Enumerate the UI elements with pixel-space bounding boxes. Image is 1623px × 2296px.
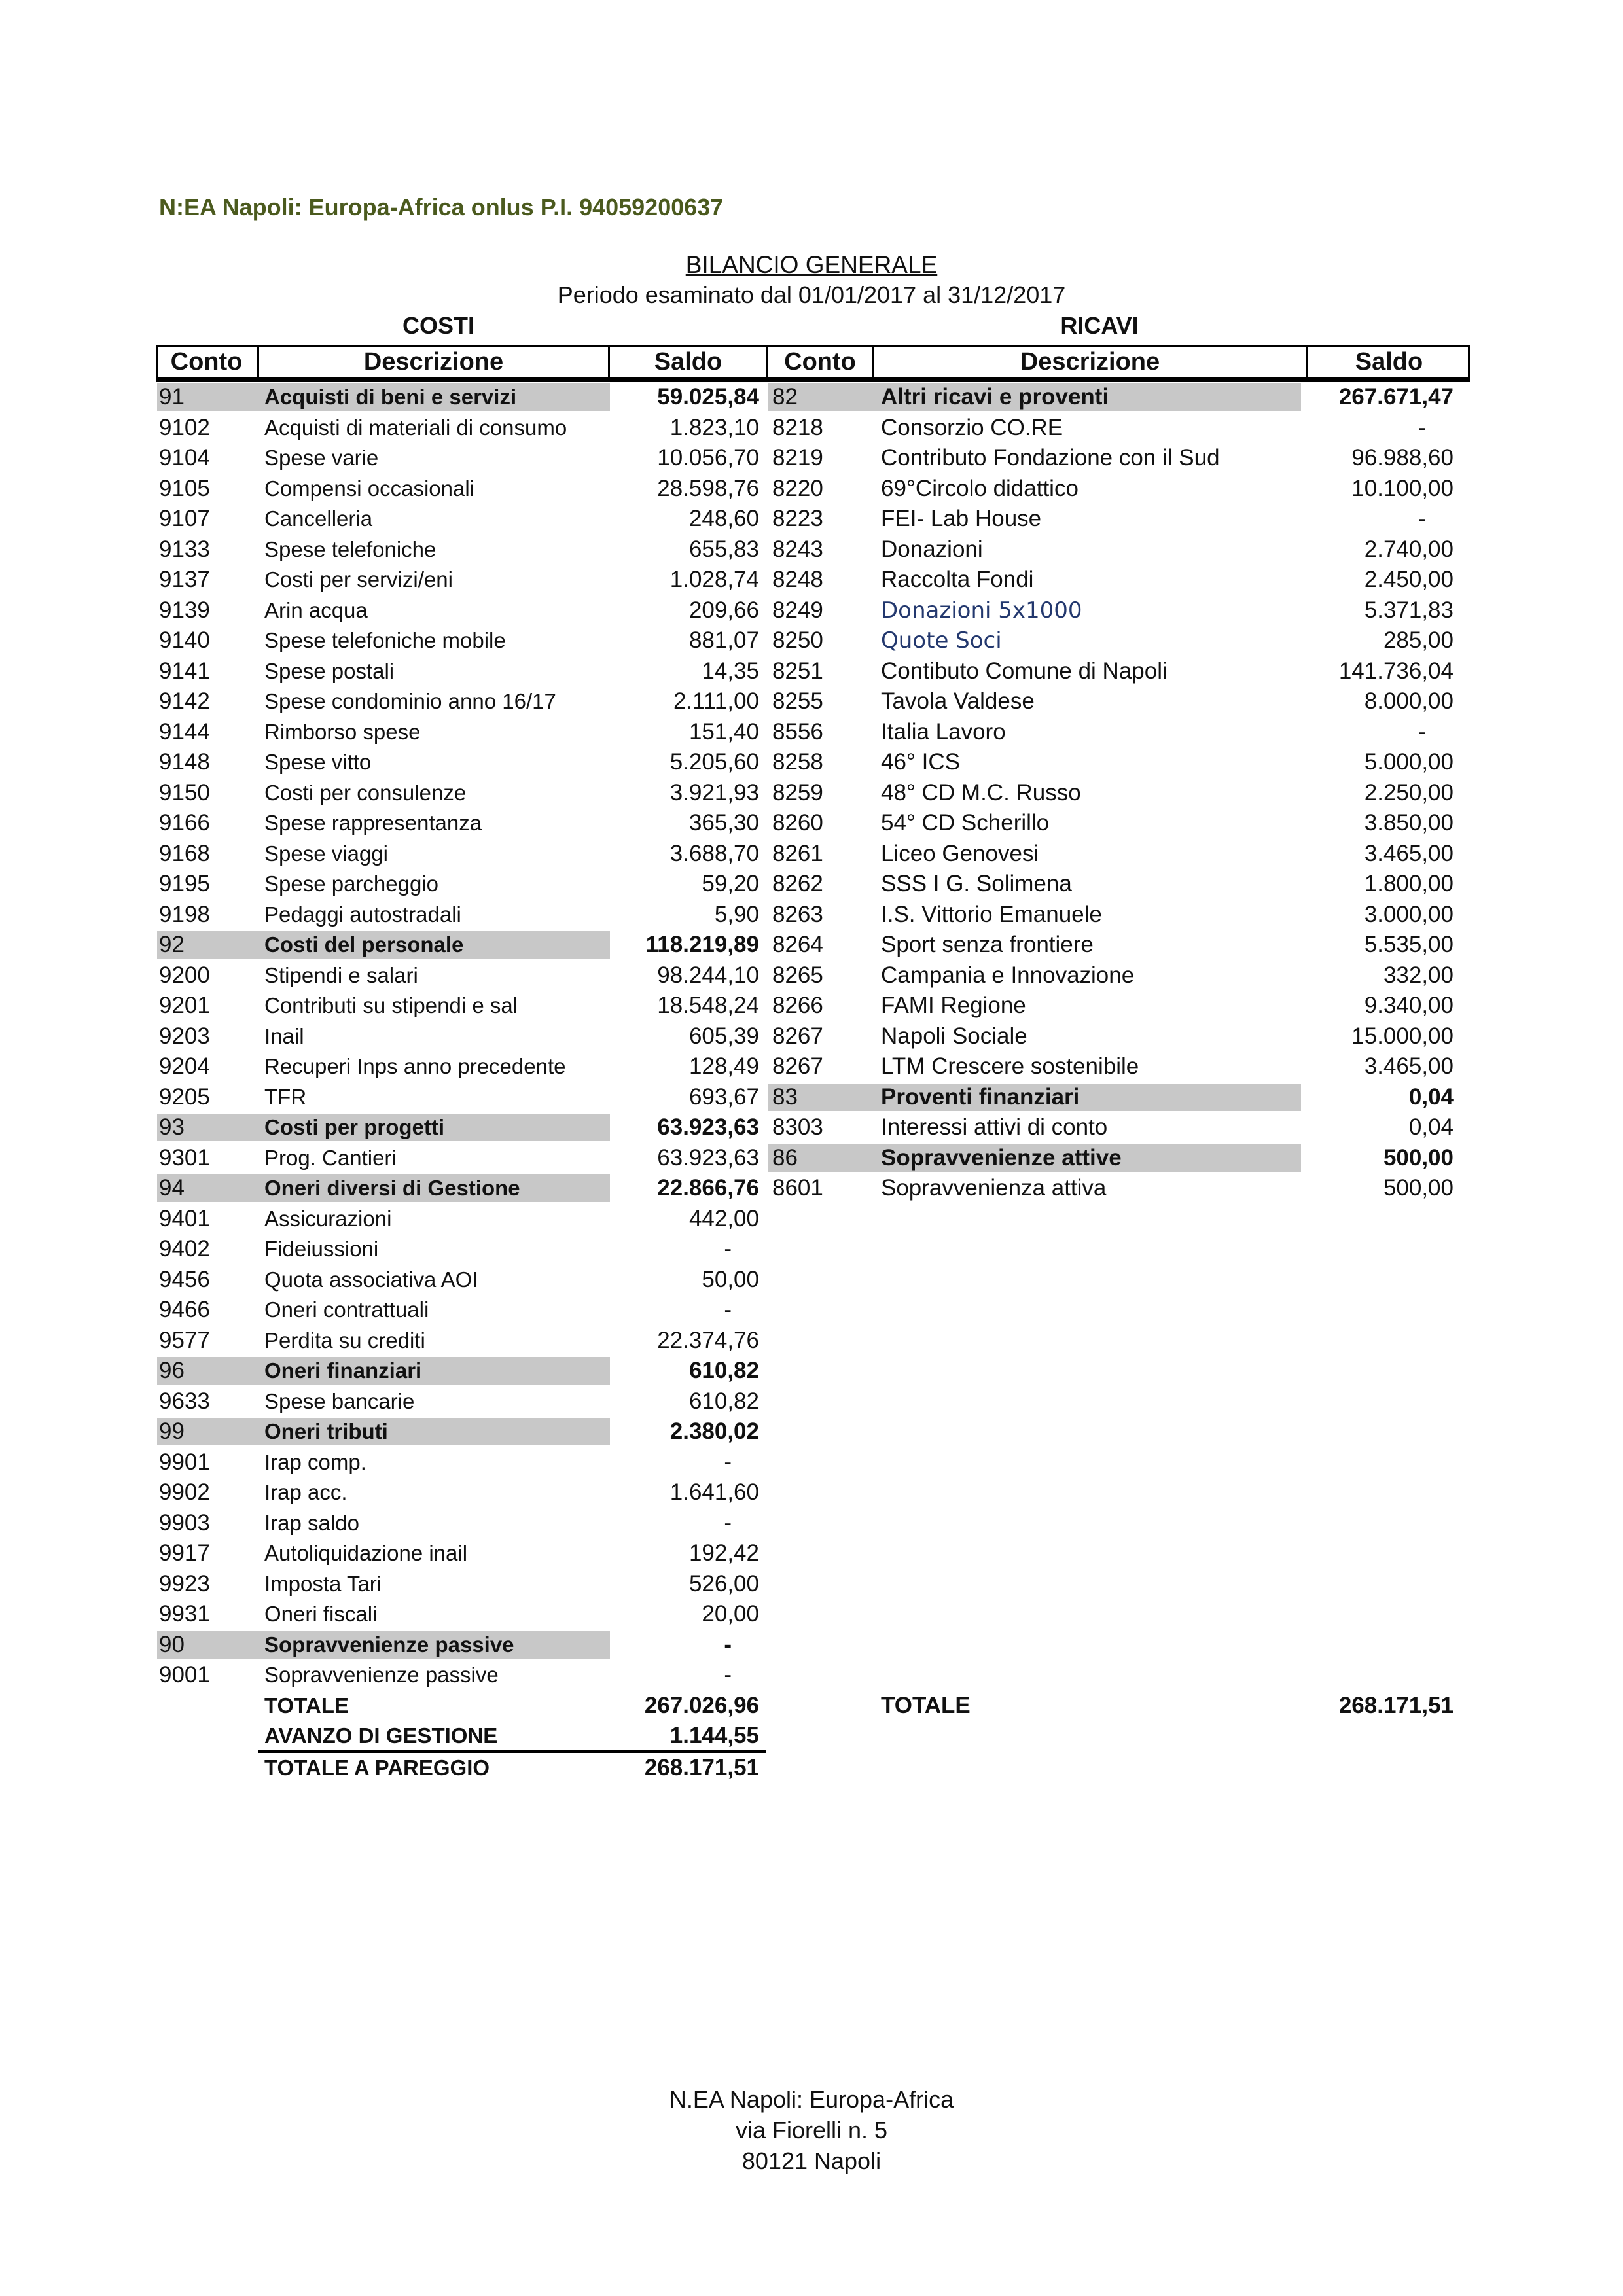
ricavi-conto: 8260 <box>772 810 823 836</box>
costi-descrizione: Stipendi e salari <box>264 963 418 987</box>
ricavi-saldo: 285,00 <box>1383 627 1454 653</box>
costi-descrizione: Costi del personale <box>264 932 464 957</box>
costi-descrizione: Costi per servizi/eni <box>264 567 453 592</box>
table-row <box>0 1143 1623 1174</box>
ricavi-conto: 8266 <box>772 993 823 1018</box>
section-costi-heading: COSTI <box>402 312 474 339</box>
costi-descrizione: Compensi occasionali <box>264 476 474 501</box>
costi-conto: 91 <box>159 384 185 410</box>
ricavi-descrizione: Italia Lavoro <box>881 718 1006 745</box>
costi-conto: 9107 <box>159 506 210 531</box>
table-row <box>0 1051 1623 1082</box>
ricavi-descrizione: 54° CD Scherillo <box>881 810 1050 836</box>
column-header-saldo-ricavi: Saldo <box>1355 348 1423 376</box>
costi-saldo: 59.025,84 <box>657 384 759 410</box>
ricavi-conto: 8264 <box>772 932 823 957</box>
costi-conto: 9903 <box>159 1510 210 1536</box>
costi-conto: 9105 <box>159 475 210 501</box>
ricavi-saldo: 332,00 <box>1383 962 1454 988</box>
costi-descrizione: Spese rappresentanza <box>264 811 482 835</box>
ricavi-descrizione: Tavola Valdese <box>881 688 1035 714</box>
ricavi-saldo: 2.450,00 <box>1364 567 1454 592</box>
ricavi-conto: 8303 <box>772 1114 823 1140</box>
table-row <box>0 535 1623 565</box>
costi-conto: 9198 <box>159 901 210 927</box>
costi-descrizione: Prog. Cantieri <box>264 1145 397 1170</box>
organization-header: N:EA Napoli: Europa-Africa onlus P.I. 94059200637 <box>159 194 724 221</box>
ricavi-conto: 8556 <box>772 718 823 745</box>
ricavi-conto: 82 <box>772 384 798 410</box>
costi-conto: 9001 <box>159 1662 210 1687</box>
ricavi-descrizione: 69°Circolo didattico <box>881 475 1079 501</box>
costi-conto: 9923 <box>159 1570 210 1597</box>
table-row <box>0 900 1623 930</box>
costi-descrizione: Cancelleria <box>264 506 373 531</box>
costi-descrizione: Perdita su crediti <box>264 1328 425 1352</box>
ricavi-saldo: 1.800,00 <box>1364 871 1454 896</box>
ricavi-descrizione: Raccolta Fondi <box>881 567 1034 592</box>
costi-descrizione: Costi per progetti <box>264 1115 445 1139</box>
document-title: BILANCIO GENERALE <box>685 251 938 278</box>
totale-row <box>0 1691 1623 1722</box>
ricavi-conto: 8261 <box>772 840 823 866</box>
table-row <box>0 1082 1623 1113</box>
costi-saldo: 63.923,63 <box>657 1144 759 1171</box>
costi-saldo: 28.598,76 <box>657 475 759 501</box>
costi-descrizione: Spese parcheggio <box>264 872 439 896</box>
ricavi-descrizione: FEI- Lab House <box>881 506 1042 531</box>
costi-conto: 9402 <box>159 1236 210 1262</box>
costi-descrizione: Oneri fiscali <box>264 1602 378 1626</box>
table-row <box>0 1386 1623 1417</box>
costi-saldo: 98.244,10 <box>657 962 759 988</box>
costi-saldo: 2.380,02 <box>669 1419 759 1444</box>
table-row <box>0 656 1623 687</box>
costi-conto: 9466 <box>159 1297 210 1322</box>
pareggio-row <box>0 1753 1623 1784</box>
table-row <box>0 808 1623 839</box>
costi-descrizione: Sopravvenienze passive <box>264 1663 499 1687</box>
costi-descrizione: Assicurazioni <box>264 1206 392 1231</box>
costi-saldo: 128,49 <box>688 1053 759 1079</box>
ricavi-saldo: 0,04 <box>1408 1114 1454 1140</box>
ricavi-conto: 8258 <box>772 749 823 775</box>
costi-descrizione: Pedaggi autostradali <box>264 902 461 927</box>
ricavi-saldo: 3.465,00 <box>1364 1053 1454 1079</box>
costi-conto: 9205 <box>159 1084 210 1110</box>
costi-conto: 9166 <box>159 810 210 836</box>
ricavi-saldo: 2.740,00 <box>1364 536 1454 562</box>
ricavi-descrizione: 46° ICS <box>881 749 960 775</box>
costi-saldo: - <box>724 1662 732 1687</box>
ricavi-conto: 8262 <box>772 871 823 896</box>
costi-conto: 9201 <box>159 993 210 1018</box>
document-period: Periodo esaminato dal 01/01/2017 al 31/12/2017 <box>557 281 1066 308</box>
ricavi-saldo: 15.000,00 <box>1351 1023 1454 1049</box>
footer-line-3: 80121 Napoli <box>741 2147 882 2174</box>
costi-saldo: 365,30 <box>688 810 759 836</box>
costi-conto: 94 <box>159 1175 185 1201</box>
costi-descrizione: Spese condominio anno 16/17 <box>264 689 556 713</box>
ricavi-descrizione: SSS I G. Solimena <box>881 871 1072 896</box>
costi-saldo: 1.028,74 <box>669 567 759 592</box>
table-row <box>0 1447 1623 1478</box>
ricavi-conto: 8220 <box>772 475 823 501</box>
ricavi-saldo: 141.736,04 <box>1338 658 1454 684</box>
costi-descrizione: Imposta Tari <box>264 1571 382 1596</box>
costi-descrizione: Acquisti di beni e servizi <box>264 385 517 409</box>
table-row <box>0 839 1623 870</box>
costi-saldo: 5,90 <box>714 901 759 927</box>
table-row <box>0 869 1623 900</box>
table-row <box>0 778 1623 809</box>
costi-saldo: 693,67 <box>688 1084 759 1110</box>
avanzo-label: AVANZO DI GESTIONE <box>264 1723 498 1748</box>
ricavi-descrizione: Campania e Innovazione <box>881 962 1135 988</box>
pareggio-label: TOTALE A PAREGGIO <box>264 1755 490 1780</box>
ricavi-descrizione: Contributo Fondazione con il Sud <box>881 445 1220 470</box>
ricavi-conto: 83 <box>772 1084 798 1110</box>
table-row <box>0 1295 1623 1326</box>
ricavi-saldo: 0,04 <box>1408 1084 1454 1110</box>
ricavi-conto: 8250 <box>772 627 823 653</box>
ricavi-descrizione: Altri ricavi e proventi <box>881 384 1109 410</box>
costi-saldo: 50,00 <box>702 1266 759 1292</box>
ricavi-conto: 8267 <box>772 1023 823 1049</box>
costi-conto: 9633 <box>159 1388 210 1414</box>
table-row <box>0 1112 1623 1143</box>
costi-saldo: 192,42 <box>688 1540 759 1566</box>
table-row <box>0 747 1623 778</box>
ricavi-descrizione: Quote Soci <box>881 627 1002 654</box>
table-row <box>0 717 1623 748</box>
table-row <box>0 930 1623 961</box>
costi-conto: 9931 <box>159 1601 210 1627</box>
totale-ricavi-value: 268.171,51 <box>1338 1692 1454 1718</box>
costi-descrizione: Acquisti di materiali di consumo <box>264 415 567 440</box>
column-header-conto-ricavi: Conto <box>768 345 874 379</box>
costi-conto: 9203 <box>159 1023 210 1049</box>
costi-conto: 9902 <box>159 1479 210 1505</box>
costi-conto: 9142 <box>159 688 210 714</box>
ricavi-conto: 8219 <box>772 445 823 470</box>
costi-conto: 90 <box>159 1631 185 1657</box>
column-header-descrizione-costi: Descrizione <box>259 345 610 379</box>
costi-saldo: - <box>724 1631 732 1657</box>
costi-saldo: 605,39 <box>688 1023 759 1049</box>
table-row <box>0 1569 1623 1600</box>
costi-saldo: - <box>724 1297 732 1322</box>
costi-descrizione: Autoliquidazione inail <box>264 1541 468 1565</box>
costi-conto: 9144 <box>159 718 210 745</box>
totale-costi-label: TOTALE <box>264 1693 349 1718</box>
costi-descrizione: Spese vitto <box>264 750 372 774</box>
costi-saldo: - <box>724 1449 732 1475</box>
costi-descrizione: Spese telefoniche mobile <box>264 628 506 652</box>
ricavi-saldo: 10.100,00 <box>1351 475 1454 501</box>
ricavi-saldo: - <box>1418 718 1426 745</box>
costi-conto: 93 <box>159 1114 185 1140</box>
costi-saldo: 22.866,76 <box>657 1175 759 1201</box>
ricavi-descrizione: Interessi attivi di conto <box>881 1114 1108 1140</box>
ricavi-conto: 8263 <box>772 901 823 927</box>
ricavi-saldo: - <box>1418 414 1426 440</box>
costi-conto: 9133 <box>159 536 210 562</box>
ricavi-descrizione: Napoli Sociale <box>881 1023 1027 1049</box>
table-row <box>0 504 1623 535</box>
table-row <box>0 1417 1623 1447</box>
costi-saldo: 881,07 <box>688 627 759 653</box>
table-row <box>0 1660 1623 1691</box>
costi-conto: 96 <box>159 1358 185 1383</box>
costi-saldo: 655,83 <box>688 536 759 562</box>
costi-descrizione: Oneri contrattuali <box>264 1298 429 1322</box>
costi-saldo: 610,82 <box>688 1358 759 1383</box>
ricavi-saldo: 9.340,00 <box>1364 993 1454 1018</box>
column-header-descrizione-ricavi: Descrizione <box>874 345 1308 379</box>
ricavi-descrizione: I.S. Vittorio Emanuele <box>881 901 1102 927</box>
ricavi-saldo: 500,00 <box>1383 1175 1454 1201</box>
costi-saldo: 3.921,93 <box>669 779 759 805</box>
costi-saldo: 3.688,70 <box>669 840 759 866</box>
ricavi-saldo: 2.250,00 <box>1364 779 1454 805</box>
ricavi-conto: 8218 <box>772 414 823 440</box>
ricavi-descrizione: 48° CD M.C. Russo <box>881 779 1081 805</box>
table-row <box>0 1508 1623 1539</box>
table-row <box>0 1599 1623 1630</box>
costi-saldo: 526,00 <box>688 1570 759 1597</box>
costi-descrizione: Spese postali <box>264 658 395 683</box>
ricavi-conto: 86 <box>772 1144 798 1171</box>
ricavi-descrizione: LTM Crescere sostenibile <box>881 1053 1139 1079</box>
section-ricavi-heading: RICAVI <box>1060 312 1139 339</box>
costi-saldo: 10.056,70 <box>657 445 759 470</box>
table-row <box>0 474 1623 504</box>
ricavi-descrizione: Consorzio CO.RE <box>881 414 1063 440</box>
costi-conto: 9301 <box>159 1144 210 1171</box>
costi-descrizione: Irap acc. <box>264 1480 348 1504</box>
ricavi-conto: 8259 <box>772 779 823 805</box>
avanzo-row <box>0 1721 1623 1752</box>
table-row <box>0 382 1623 413</box>
costi-saldo: 2.111,00 <box>673 688 759 714</box>
ricavi-saldo: 3.465,00 <box>1364 840 1454 866</box>
ricavi-saldo: - <box>1418 506 1426 531</box>
table-row <box>0 443 1623 474</box>
ricavi-saldo: 3.850,00 <box>1364 810 1454 836</box>
ricavi-saldo: 267.671,47 <box>1338 384 1454 410</box>
costi-descrizione: Inail <box>264 1023 304 1048</box>
ricavi-descrizione: Sopravvenienza attiva <box>881 1175 1107 1201</box>
costi-conto: 9140 <box>159 627 210 653</box>
costi-conto: 9204 <box>159 1053 210 1079</box>
ricavi-conto: 8223 <box>772 506 823 531</box>
ricavi-saldo: 500,00 <box>1383 1144 1454 1171</box>
costi-saldo: 59,20 <box>702 871 759 896</box>
table-row <box>0 626 1623 656</box>
table-header <box>156 345 1470 383</box>
ricavi-saldo: 5.371,83 <box>1364 597 1454 623</box>
table-row <box>0 1326 1623 1356</box>
table-row <box>0 1234 1623 1265</box>
column-header-saldo-costi: Saldo <box>610 345 768 379</box>
ricavi-saldo: 8.000,00 <box>1364 688 1454 714</box>
footer-line-1: N.EA Napoli: Europa-Africa <box>669 2086 954 2113</box>
column-header-conto-costi: Conto <box>156 345 259 379</box>
costi-descrizione: Oneri diversi di Gestione <box>264 1176 520 1200</box>
ricavi-conto: 8249 <box>772 597 823 623</box>
costi-saldo: 442,00 <box>688 1205 759 1231</box>
costi-conto: 9150 <box>159 779 210 805</box>
costi-conto: 9168 <box>159 840 210 866</box>
ricavi-conto: 8267 <box>772 1053 823 1079</box>
costi-saldo: - <box>724 1510 732 1536</box>
table-row <box>0 565 1623 595</box>
avanzo-value: 1.144,55 <box>669 1723 759 1748</box>
costi-conto: 9577 <box>159 1327 210 1353</box>
footer-line-2: via Fiorelli n. 5 <box>735 2117 888 2144</box>
costi-descrizione: Spese bancarie <box>264 1388 415 1413</box>
costi-saldo: 610,82 <box>688 1388 759 1414</box>
costi-saldo: 1.823,10 <box>669 414 759 440</box>
ricavi-descrizione: Liceo Genovesi <box>881 840 1039 866</box>
costi-conto: 9139 <box>159 597 210 623</box>
costi-conto: 9401 <box>159 1205 210 1231</box>
costi-conto: 9141 <box>159 658 210 684</box>
costi-saldo: 5.205,60 <box>669 749 759 775</box>
costi-conto: 92 <box>159 932 185 957</box>
table-row <box>0 1021 1623 1052</box>
costi-descrizione: Spese viaggi <box>264 841 388 866</box>
costi-saldo: 1.641,60 <box>669 1479 759 1505</box>
costi-descrizione: Irap saldo <box>264 1510 359 1535</box>
costi-conto: 9102 <box>159 414 210 440</box>
costi-descrizione: Recuperi Inps anno precedente <box>264 1054 566 1078</box>
costi-descrizione: Irap comp. <box>264 1449 366 1474</box>
ricavi-descrizione: Proventi finanziari <box>881 1084 1080 1110</box>
ricavi-descrizione: Sport senza frontiere <box>881 932 1094 957</box>
table-row <box>0 1356 1623 1386</box>
table-row <box>0 1477 1623 1508</box>
ricavi-descrizione: FAMI Regione <box>881 993 1026 1018</box>
costi-saldo: 118.219,89 <box>645 932 759 957</box>
ricavi-descrizione: Donazioni 5x1000 <box>881 597 1082 624</box>
totale-costi-value: 267.026,96 <box>644 1692 759 1718</box>
costi-conto: 9200 <box>159 962 210 988</box>
ricavi-descrizione: Contibuto Comune di Napoli <box>881 658 1168 684</box>
table-row <box>0 961 1623 991</box>
costi-descrizione: TFR <box>264 1084 307 1109</box>
costi-conto: 9104 <box>159 445 210 470</box>
ricavi-conto: 8248 <box>772 567 823 592</box>
costi-saldo: 209,66 <box>688 597 759 623</box>
table-row <box>0 1630 1623 1661</box>
totale-ricavi-label: TOTALE <box>881 1692 971 1718</box>
costi-descrizione: Sopravvenienze passive <box>264 1632 514 1657</box>
ricavi-descrizione: Sopravvenienze attive <box>881 1144 1122 1171</box>
costi-saldo: 22.374,76 <box>657 1327 759 1353</box>
table-row <box>0 595 1623 626</box>
ricavi-conto: 8255 <box>772 688 823 714</box>
costi-conto: 99 <box>159 1419 185 1444</box>
ricavi-saldo: 3.000,00 <box>1364 901 1454 927</box>
ricavi-conto: 8601 <box>772 1175 823 1201</box>
costi-conto: 9137 <box>159 567 210 592</box>
costi-conto: 9917 <box>159 1540 210 1566</box>
table-row <box>0 1173 1623 1204</box>
costi-descrizione: Oneri tributi <box>264 1419 388 1443</box>
ricavi-conto: 8243 <box>772 536 823 562</box>
costi-saldo: 18.548,24 <box>657 993 759 1018</box>
ricavi-saldo: 96.988,60 <box>1351 445 1454 470</box>
costi-saldo: 14,35 <box>702 658 759 684</box>
ricavi-conto: 8265 <box>772 962 823 988</box>
table-row <box>0 686 1623 717</box>
ricavi-saldo: 5.000,00 <box>1364 749 1454 775</box>
costi-descrizione: Spese telefoniche <box>264 537 437 561</box>
costi-conto: 9148 <box>159 749 210 775</box>
table-row <box>0 1538 1623 1569</box>
ricavi-saldo: 5.535,00 <box>1364 932 1454 957</box>
costi-descrizione: Fideiussioni <box>264 1237 379 1261</box>
pareggio-value: 268.171,51 <box>644 1754 759 1780</box>
costi-saldo: 63.923,63 <box>657 1114 759 1140</box>
table-row <box>0 1204 1623 1235</box>
costi-descrizione: Arin acqua <box>264 597 368 622</box>
ricavi-conto: 8251 <box>772 658 823 684</box>
table-row <box>0 1265 1623 1296</box>
costi-conto: 9195 <box>159 871 210 896</box>
costi-saldo: 151,40 <box>688 718 759 745</box>
table-row <box>0 413 1623 444</box>
costi-descrizione: Costi per consulenze <box>264 780 467 805</box>
costi-descrizione: Rimborso spese <box>264 719 421 744</box>
ricavi-descrizione: Donazioni <box>881 536 983 562</box>
costi-saldo: 20,00 <box>702 1601 759 1627</box>
table-row <box>0 991 1623 1021</box>
costi-descrizione: Oneri finanziari <box>264 1358 422 1383</box>
costi-descrizione: Quota associativa AOI <box>264 1267 478 1292</box>
costi-descrizione: Spese varie <box>264 446 379 470</box>
costi-saldo: - <box>724 1236 732 1262</box>
costi-conto: 9901 <box>159 1449 210 1475</box>
costi-descrizione: Contributi su stipendi e sal <box>264 993 518 1017</box>
costi-saldo: 248,60 <box>688 506 759 531</box>
costi-conto: 9456 <box>159 1266 210 1292</box>
